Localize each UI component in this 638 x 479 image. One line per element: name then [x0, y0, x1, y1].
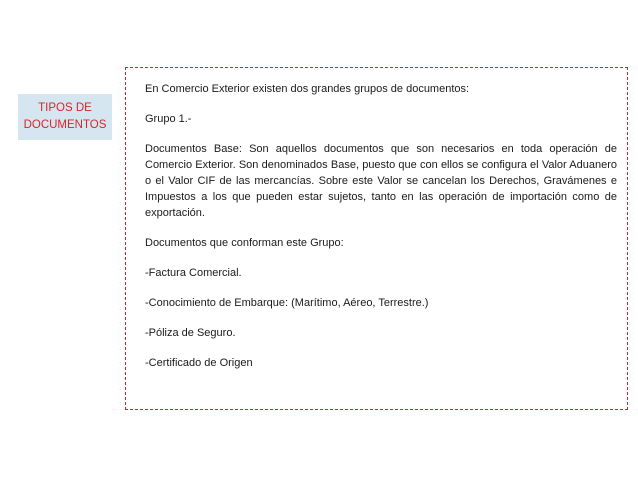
section-label-line1: TIPOS DE — [38, 102, 92, 114]
section-label-line2: DOCUMENTOS — [23, 119, 107, 131]
intro-text: En Comercio Exterior existen dos grandes grupos de documentos: — [145, 83, 470, 95]
section-label — [18, 94, 112, 140]
base-docs-paragraph: Documentos Base: Son aquellos documentos que son necesarios en toda operación de Comercio Exterior. Son denominados Base, puesto que con ellos se configura el Valor Aduanero o el Valor CIF de las mercancías. Sobre este Valor se cancelan los Derechos, Gravámenes e Impuestos a los que pueden estar sujetos, tanto en las operación de importación como de exportación. — [145, 143, 617, 219]
list-item-certificate-of-origin: -Certificado de Origen — [145, 357, 253, 369]
group-title: Grupo 1.- — [145, 113, 192, 125]
list-item-insurance-policy: -Póliza de Seguro. — [145, 327, 236, 339]
list-item-invoice: -Factura Comercial. — [145, 267, 242, 279]
group-docs-heading: Documentos que conforman este Grupo: — [145, 237, 344, 249]
content-box — [125, 67, 628, 410]
list-item-bill-of-lading: -Conocimiento de Embarque: (Marítimo, Aéreo, Terrestre.) — [145, 297, 429, 309]
